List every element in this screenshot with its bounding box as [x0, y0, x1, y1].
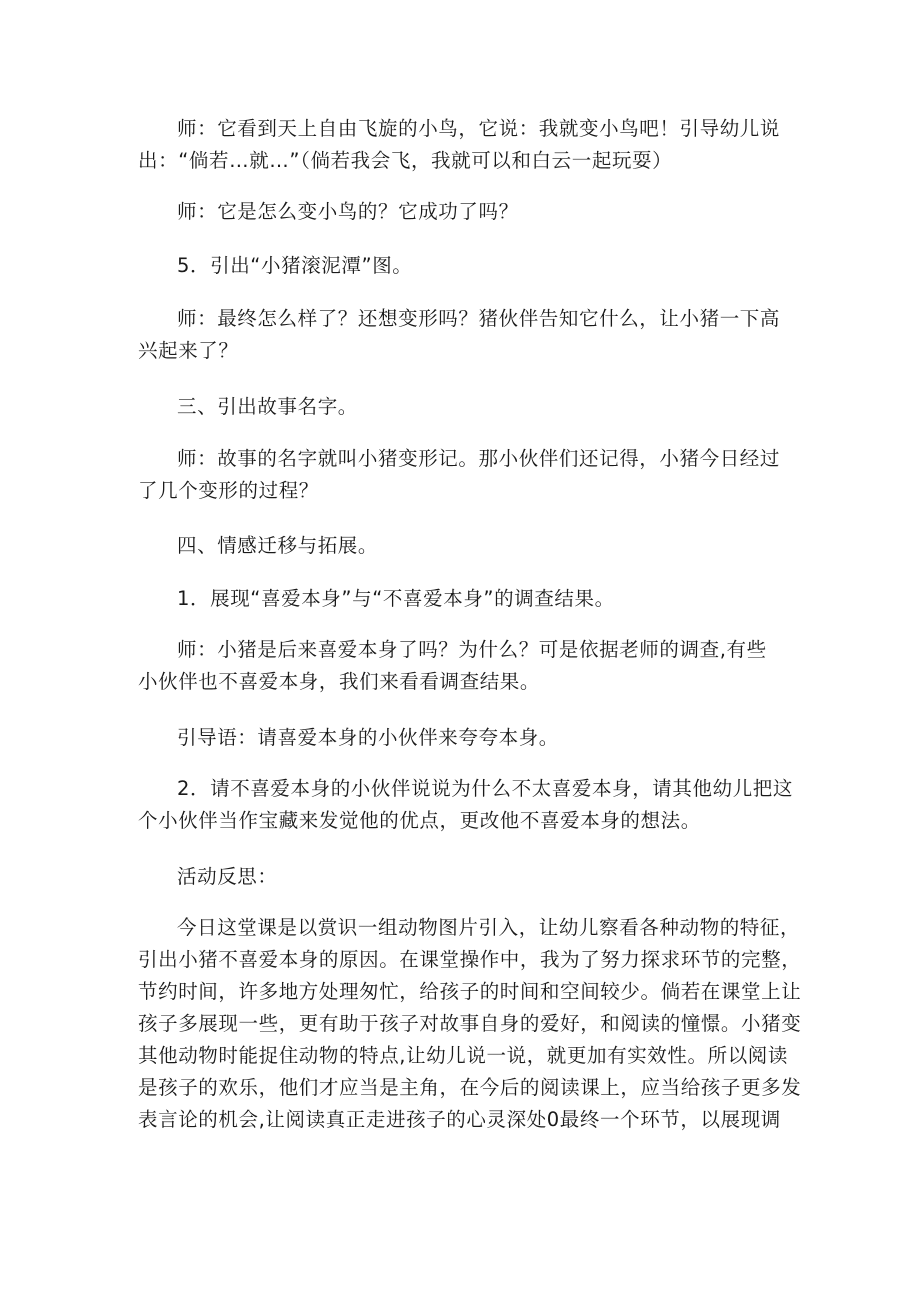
text-line: 2．请不喜爱本身的小伙伴说说为什么不太喜爱本身，请其他幼儿把这	[177, 777, 794, 800]
section-heading-three	[138, 391, 798, 423]
text-line: 活动反思：	[177, 865, 278, 888]
paragraph-reflection	[138, 912, 802, 1136]
text-line: 了几个变形的过程？	[138, 479, 319, 502]
text-line: 师：故事的名字就叫小猪变形记。那小伙伴们还记得，小猪今日经过	[177, 447, 781, 470]
paragraph-ending-question	[138, 303, 798, 367]
text-line: 表言论的机会,让阅读真正走进孩子的心灵深处0最终一个环节，以展现调	[138, 1108, 781, 1131]
text-line: 师：小猪是后来喜爱本身了吗？为什么？可是依据老师的调查,有些	[177, 638, 767, 661]
text-line: 小伙伴也不喜爱本身，我们来看看调查结果。	[138, 670, 541, 693]
text-line: 师：它是怎么变小鸟的？它成功了吗？	[177, 200, 519, 223]
text-line: 三、引出故事名字。	[177, 395, 358, 418]
text-line: 出：“倘若…就…”（倘若我会飞，我就可以和白云一起玩耍）	[138, 149, 673, 172]
paragraph-bird-question	[138, 196, 798, 228]
text-line: 引出小猪不喜爱本身的原因。在课堂操作中，我为了努力探求环节的完整，	[138, 948, 802, 971]
text-line: 1．展现“喜爱本身”与“不喜爱本身”的调查结果。	[177, 587, 615, 610]
text-line: 是孩子的欢乐，他们才应当是主角，在今后的阅读课上，应当给孩子更多发	[138, 1076, 802, 1099]
text-line: 节约时间，许多地方处理匆忙，给孩子的时间和空间较少。倘若在课堂上让	[138, 980, 802, 1003]
text-line: 孩子多展现一些，更有助于孩子对故事自身的爱好，和阅读的憧憬。小猪变	[138, 1012, 802, 1035]
paragraph-bird-dialogue	[138, 113, 798, 177]
text-line: 今日这堂课是以赏识一组动物图片引入，让幼儿察看各种动物的特征，	[177, 916, 801, 939]
section-heading-reflection	[138, 861, 798, 893]
text-line: 个小伙伴当作宝藏来发觉他的优点，更改他不喜爱本身的想法。	[138, 809, 701, 832]
paragraph-step-2	[138, 773, 798, 837]
section-heading-four	[138, 530, 798, 562]
text-line: 5．引出“小猪滚泥潭”图。	[177, 254, 413, 277]
text-line: 四、情感迁移与拓展。	[177, 534, 379, 557]
text-line: 师：最终怎么样了？还想变形吗？猪伙伴告知它什么，让小猪一下高	[177, 307, 781, 330]
text-line: 兴起来了？	[138, 339, 239, 362]
text-line: 师：它看到天上自由飞旋的小鸟，它说：我就变小鸟吧！引导幼儿说	[177, 117, 781, 140]
paragraph-step-1	[138, 583, 798, 615]
paragraph-step-5	[138, 250, 798, 282]
paragraph-guidance	[138, 722, 798, 754]
text-line: 其他动物时能捉住动物的特点,让幼儿说一说，就更加有实效性。所以阅读	[138, 1044, 788, 1067]
paragraph-story-name	[138, 443, 798, 507]
text-line: 引导语：请喜爱本身的小伙伴来夸夸本身。	[177, 726, 559, 749]
paragraph-survey-question	[138, 634, 798, 698]
